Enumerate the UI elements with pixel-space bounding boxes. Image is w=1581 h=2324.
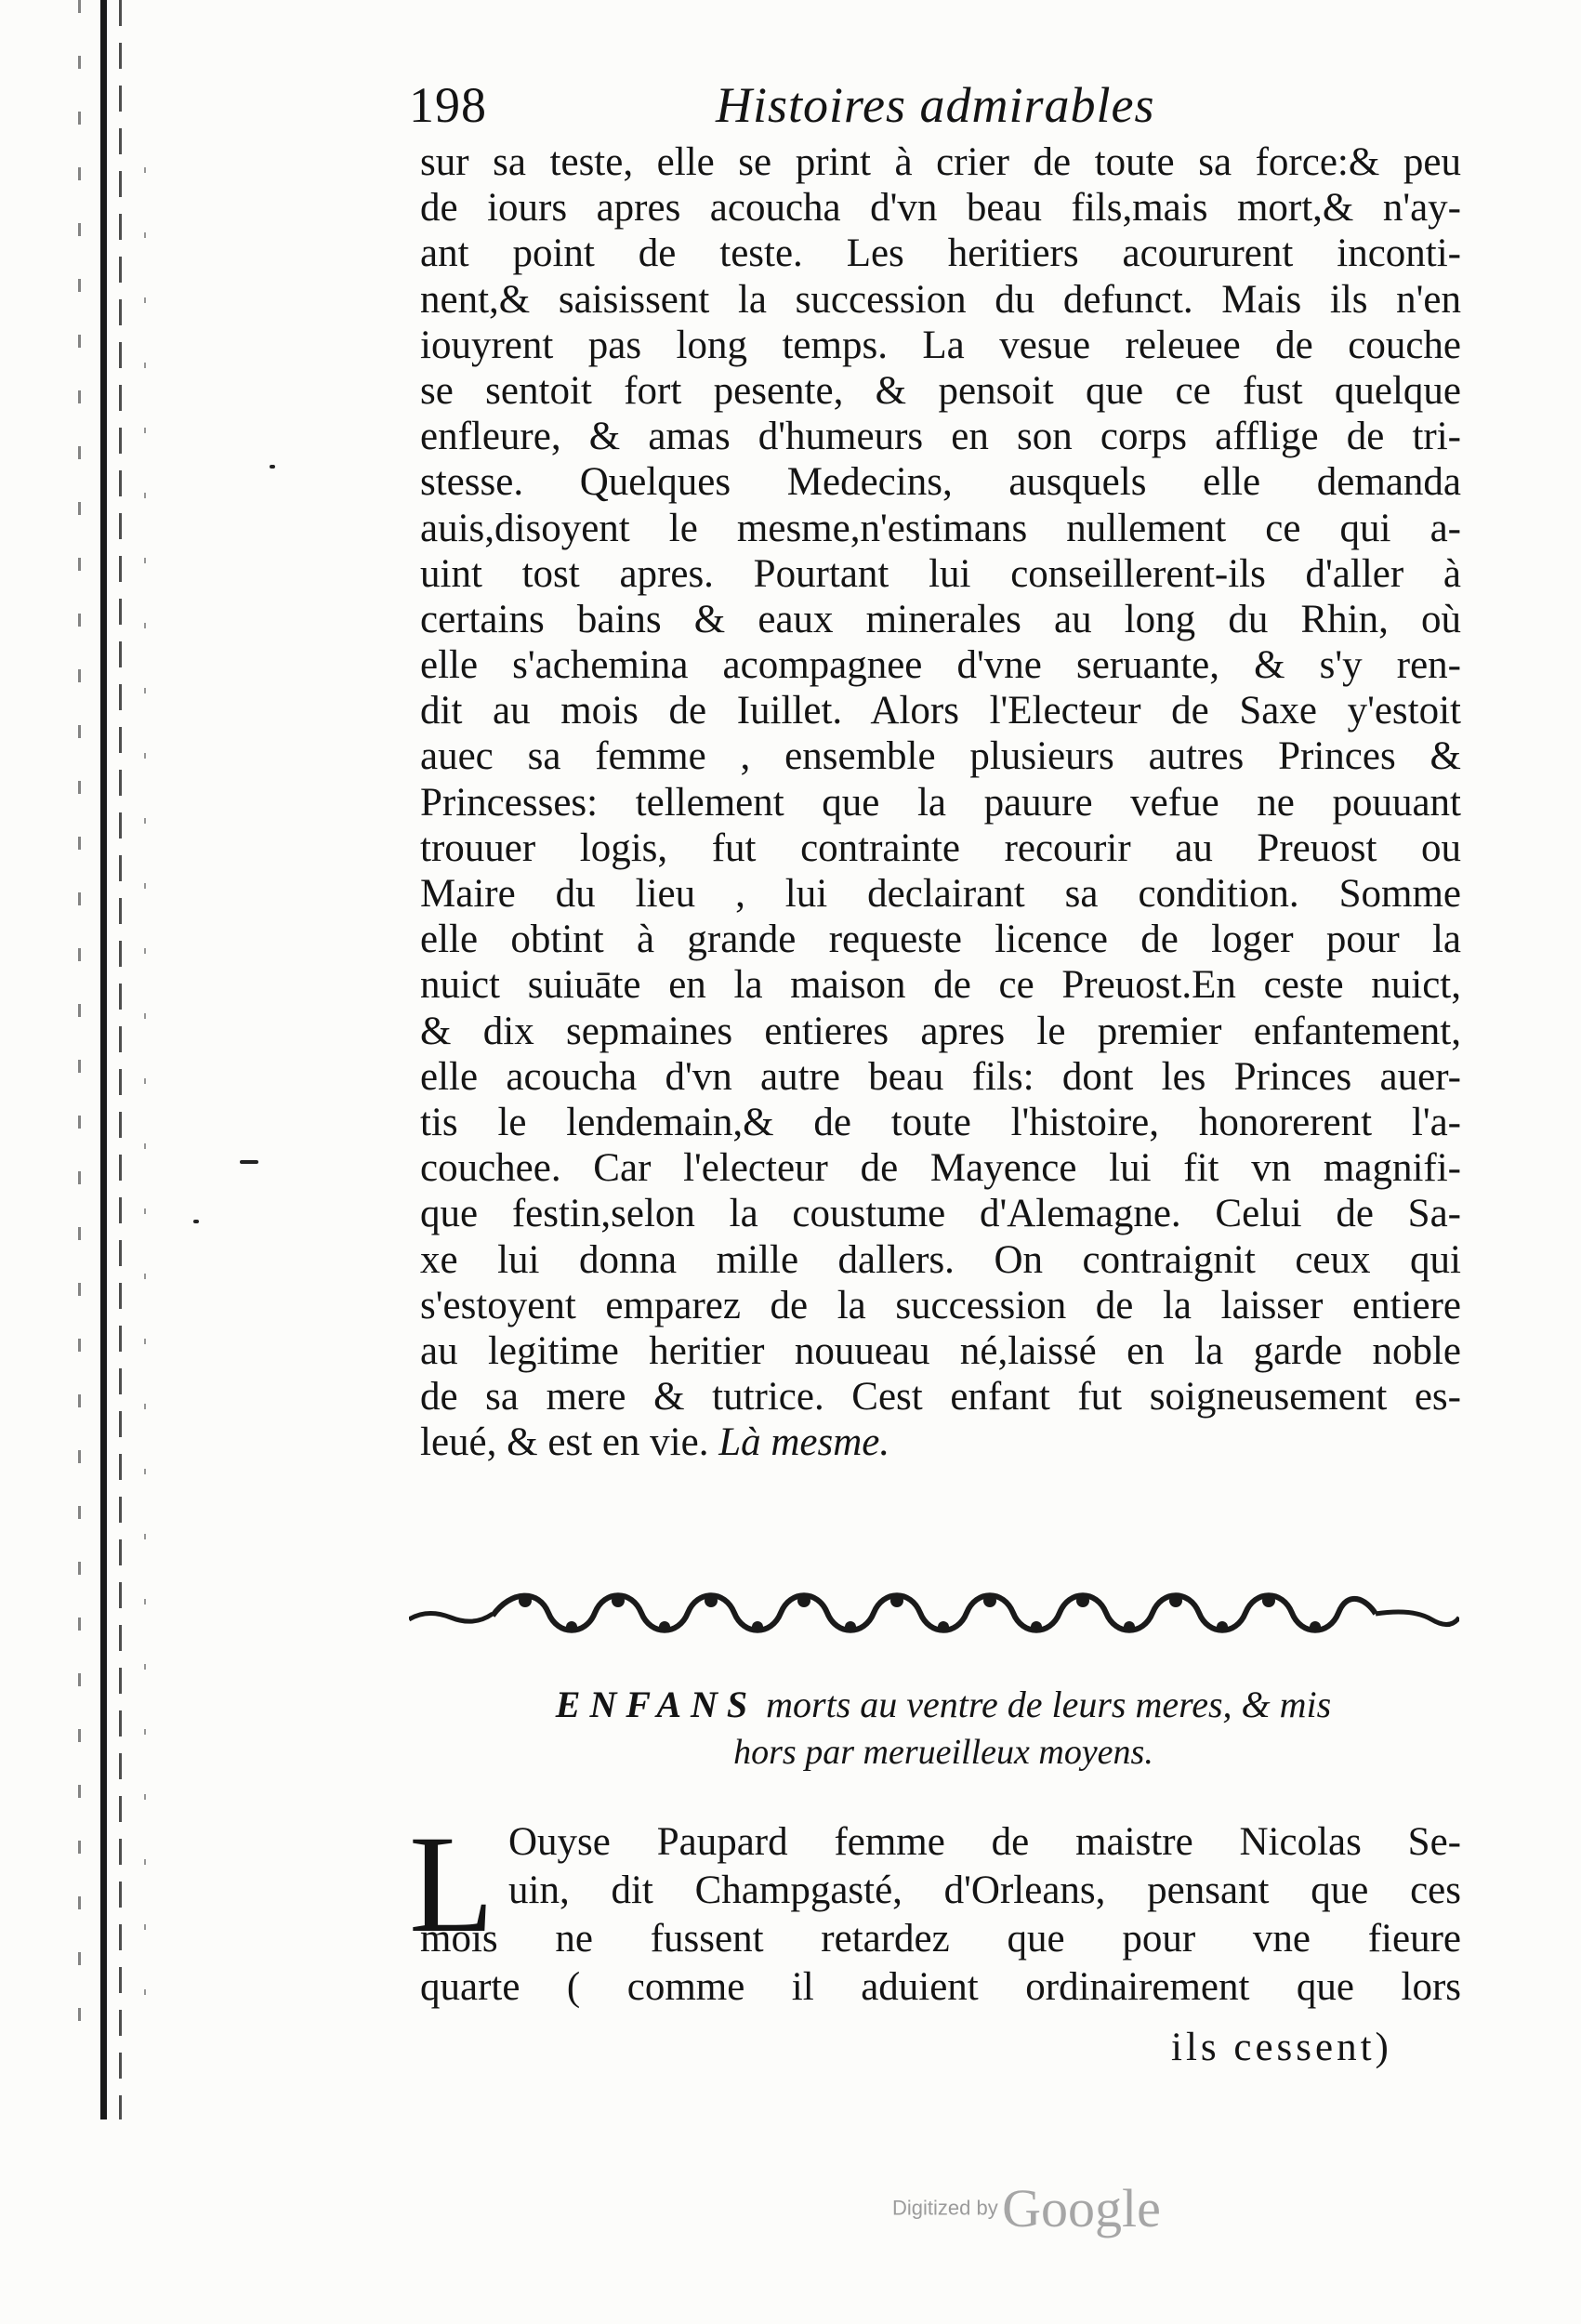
text-line: Ouyse Paupard femme de maistre Nicolas Se- bbox=[508, 1820, 1461, 1864]
binding-shadow bbox=[119, 0, 122, 2119]
text-line: enfleure, & amas d'humeurs en son corps afflige de tri- bbox=[420, 415, 1461, 459]
digitized-by-label: Digitized by bbox=[892, 2196, 998, 2220]
passage-text bbox=[420, 1818, 1461, 2012]
binding-shadow bbox=[78, 0, 81, 2064]
passage-text bbox=[420, 139, 1461, 1465]
text-line: iouyrent pas long temps. La vesue releuee de couche bbox=[420, 323, 1461, 367]
running-title: Histoires admirables bbox=[716, 77, 1155, 133]
text-line: elle acoucha d'vn autre beau fils: dont les Princes auer- bbox=[420, 1054, 1461, 1099]
text-line: leué, & est en vie. bbox=[420, 1420, 709, 1465]
page-header bbox=[409, 76, 1264, 141]
text-line: tis le lendemain,& de toute l'histoire, honorerent l'a- bbox=[420, 1100, 1461, 1144]
text-line: & dix sepmaines entieres apres le premier enfantement, bbox=[420, 1009, 1461, 1053]
drop-cap: L bbox=[409, 1807, 494, 1961]
chapter-heading-line bbox=[437, 1681, 1450, 1729]
text-line: elle obtint à grande requeste licence de loger pour la bbox=[420, 918, 1461, 962]
google-logo: Google bbox=[1002, 2178, 1161, 2238]
text-line: de sa mere & tutrice. Cest enfant fut soigneusement es- bbox=[420, 1375, 1461, 1419]
text-line: dit au mois de Iuillet. Alors l'Electeur de Saxe y'estoit bbox=[420, 689, 1461, 733]
source-reference: Là mesme. bbox=[718, 1420, 890, 1465]
text-line: uin, dit Champgasté, d'Orleans, pensant que ces bbox=[508, 1868, 1461, 1912]
text-line: que festin,selon la coustume d'Alemagne. Celui de Sa- bbox=[420, 1192, 1461, 1236]
binding-shadow bbox=[144, 167, 146, 2027]
text-line: certains bains & eaux minerales au long du Rhin, où bbox=[420, 597, 1461, 641]
page-number: 198 bbox=[409, 77, 487, 133]
text-line: auis,disoyent le mesme,n'estimans nullement ce qui a- bbox=[420, 506, 1461, 550]
ink-speck bbox=[193, 1220, 199, 1223]
text-line: elle s'achemina acompagnee d'vne seruante, & s'y ren- bbox=[420, 643, 1461, 688]
chapter-heading-line: hors par merueilleux moyens. bbox=[733, 1733, 1153, 1772]
text-line: xe lui donna mille dallers. On contraignit ceux qui bbox=[420, 1237, 1461, 1282]
binding-edge bbox=[100, 0, 107, 2119]
text-line: stesse. Quelques Medecins, ausquels elle demanda bbox=[420, 460, 1461, 505]
text-line-last bbox=[420, 1419, 1461, 1465]
text-line: ant point de teste. Les heritiers acoururent inconti- bbox=[420, 231, 1461, 276]
ornamental-divider bbox=[409, 1580, 1459, 1645]
text-line: se sentoit fort pesente, & pensoit que ce fust quelque bbox=[420, 368, 1461, 413]
ink-speck bbox=[240, 1160, 258, 1164]
text-line: mois ne fussent retardez que pour vne fieure bbox=[420, 1917, 1461, 1961]
text-line: sur sa teste, elle se print à crier de toute sa force:& peu bbox=[420, 140, 1461, 184]
text-line: de iours apres acoucha d'vn beau fils,mais mort,& n'ay- bbox=[420, 186, 1461, 231]
text-line: uint tost apres. Pourtant lui conseillerent-ils d'aller à bbox=[420, 551, 1461, 596]
text-line: Princesses: tellement que la pauure vefue ne pouuant bbox=[420, 780, 1461, 825]
ink-speck bbox=[270, 465, 275, 469]
catchword: ils cessent) bbox=[1171, 2026, 1392, 2069]
chapter-heading bbox=[437, 1681, 1450, 1776]
chapter-heading-caps: ENFANS bbox=[555, 1684, 758, 1725]
text-line: trouuer logis, fut contrainte recourir au Preuost ou bbox=[420, 825, 1461, 870]
chapter-heading-text: morts au ventre de leurs meres, & mis bbox=[766, 1684, 1332, 1725]
text-line: couchee. Car l'electeur de Mayence lui fit vn magnifi- bbox=[420, 1146, 1461, 1191]
text-line: auec sa femme , ensemble plusieurs autres Princes & bbox=[420, 734, 1461, 779]
text-line: s'estoyent emparez de la succession de la laisser entiere bbox=[420, 1283, 1461, 1327]
text-line: au legitime heritier nouueau né,laissé en la garde noble bbox=[420, 1328, 1461, 1373]
digitization-watermark bbox=[892, 2177, 1161, 2239]
text-line: quarte ( comme il aduient ordinairement que lors bbox=[420, 1965, 1461, 2009]
text-line: Maire du lieu , lui declairant sa condition. Somme bbox=[420, 872, 1461, 916]
text-line: nuict suiuāte en la maison de ce Preuost.En ceste nuict, bbox=[420, 963, 1461, 1008]
text-line: nent,& saisissent la succession du defunct. Mais ils n'en bbox=[420, 277, 1461, 322]
